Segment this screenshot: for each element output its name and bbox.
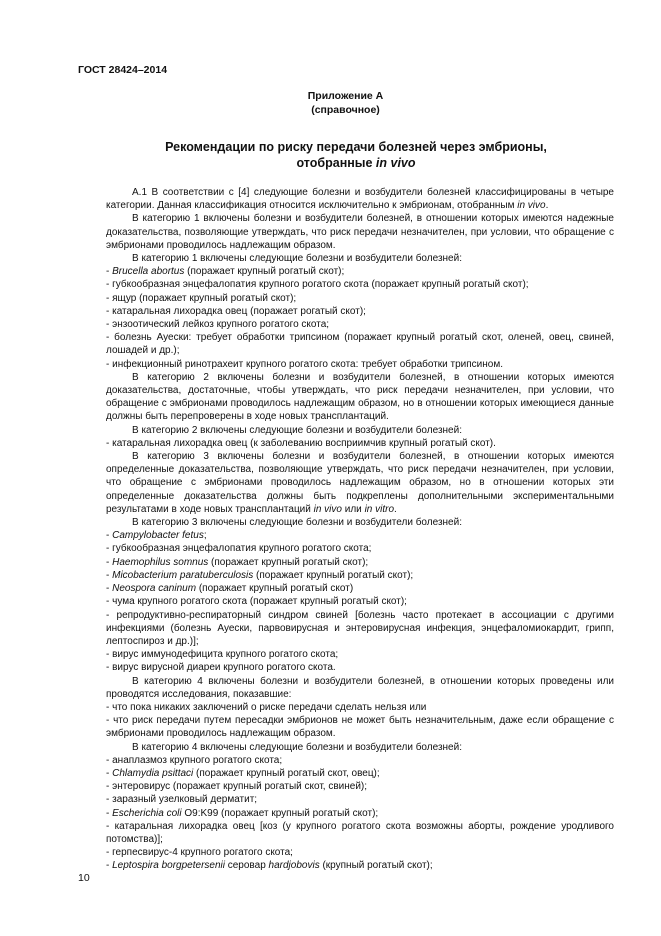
paragraph-cat2-list: В категорию 2 включены следующие болезни и возбудители болезней:	[132, 424, 462, 436]
list-item: - что риск передачи путем пересадки эмбрионов не может быть незначительным, даже если обращение с эмбрионами проводилось надлежащим образом.	[106, 715, 614, 740]
text: (поражает крупный рогатый скот)	[196, 583, 354, 595]
annex-heading	[0, 89, 661, 117]
list-item: - что пока никаких заключений о риске передачи сделать нельзя или	[106, 701, 427, 713]
list-item: - губкообразная энцефалопатия крупного рогатого скота (поражает крупный рогатый скот);	[106, 279, 529, 291]
text-italic: Haemophilus somnus	[112, 556, 209, 568]
paragraph-cat4-list: В категорию 4 включены следующие болезни и возбудители болезней:	[132, 741, 462, 753]
list-item: - ящур (поражает крупный рогатый скот);	[106, 292, 297, 304]
text: .	[545, 200, 549, 212]
annex-title: Приложение А	[307, 90, 384, 102]
dash: -	[106, 860, 113, 872]
text-italic: in vivo	[313, 503, 342, 515]
paragraph-cat2-intro: В категорию 2 включены болезни и возбудители болезней, в отношении которых имеются доказательства, достаточные, чтобы утверждать, что риск передачи незначителен, при условии, что обращение с эмбрионами проводилось надлежащим образом, но в отношении которых имеющиеся данные должны быть перепроверены в ходе новых трансплантаций.	[106, 371, 614, 423]
list-item: - катаральная лихорадка овец [коз (у крупного рогатого скота возможны аборты, рождение уродливого потомства)];	[106, 820, 614, 845]
dash: -	[106, 569, 113, 581]
text: или	[341, 503, 365, 515]
text-italic: hardjobovis	[268, 860, 320, 872]
list-item: - репродуктивно-респираторный синдром свиней [болезнь часто протекает в ассоциации с другими инфекциями (болезнь Ауески, парвовирусная и энтеровирусная инфекция, энцефаломиокардит, грипп, лептоспироз и др.)];	[106, 609, 614, 647]
text: (поражает крупный рогатый скот, овец);	[193, 767, 380, 779]
title-line-2	[96, 156, 616, 172]
dash: -	[106, 530, 113, 542]
list-item	[106, 556, 614, 569]
list-item: - чума крупного рогатого скота (поражает крупный рогатый скот);	[106, 596, 407, 608]
list-item: - вирус вирусной диареи крупного рогатого скота.	[106, 662, 336, 674]
text: (крупный рогатый скот);	[319, 860, 433, 872]
text-italic: Escherichia coli	[112, 807, 182, 819]
text-italic: Leptospira borgpetersenii	[112, 860, 225, 872]
list-item: - анаплазмоз крупного рогатого скота;	[106, 754, 283, 766]
text-italic: Brucella abortus	[112, 266, 185, 278]
text-italic: Micobacterium paratuberculosis	[112, 569, 254, 581]
list-item	[106, 767, 614, 780]
text: O9:K99 (поражает крупный рогатый скот);	[181, 807, 379, 819]
list-item: - губкообразная энцефалопатия крупного рогатого скота;	[106, 543, 372, 555]
text: В категорию 3 включены болезни и возбудители болезней, в отношении которых имеются определенные доказательства, позволяющие утверждать, что риск передачи незначителен, при условии, что обращение с эмбрионами проводилось надлежащим образом, но в отношении которых эти определенные доказательства должны быть подкреплены дополнительными экспериментальными результатами в ходе новых трансплантаций	[106, 451, 614, 515]
text: (поражает крупный рогатый скот);	[208, 556, 369, 568]
dash: -	[106, 807, 113, 819]
text-italic: Neospora caninum	[112, 583, 197, 595]
list-item: - болезнь Ауески: требует обработки трипсином (поражает крупный рогатый скот, оленей, овец, свиней, лошадей и др.);	[106, 332, 614, 357]
list-item: - вирус иммунодефицита крупного рогатого скота;	[106, 649, 339, 661]
text: ;	[203, 530, 207, 542]
paragraph-cat1-list: В категорию 1 включены следующие болезни и возбудители болезней:	[132, 253, 462, 265]
list-item	[106, 807, 614, 820]
dash: -	[106, 556, 113, 568]
text: .	[394, 503, 397, 515]
list-item	[106, 265, 614, 278]
text: А.1 В соответствии с [4] следующие болезни и возбудители болезней классифицированы в четыре категории. Данная классификация относится исключительно к эмбрионам, отобранным	[106, 187, 614, 212]
list-item: - герпесвирус-4 крупного рогатого скота;	[106, 847, 293, 859]
title-line-1: Рекомендации по риску передачи болезней через эмбрионы,	[165, 140, 547, 154]
text-italic: Chlamydia psittaci	[112, 767, 194, 779]
paragraph-cat1-intro: В категорию 1 включены болезни и возбудители болезней, в отношении которых имеются надежные доказательства, позволяющие утверждать, что риск передачи незначителен, при условии, что обращение с эмбрионами проводилось надлежащим образом.	[106, 213, 614, 251]
document-title	[96, 140, 616, 171]
text: (поражает крупный рогатый скот);	[184, 266, 345, 278]
paragraph-a1	[106, 186, 614, 212]
page-number: 10	[78, 872, 90, 884]
list-item: - катаральная лихорадка овец (к заболеванию восприимчив крупный рогатый скот).	[106, 437, 496, 449]
list-item	[106, 529, 614, 542]
text-italic: in vitro	[364, 503, 395, 515]
title-line-2-text: отобранные	[296, 155, 376, 170]
annex-subtitle: (справочное)	[311, 104, 380, 116]
list-item: - заразный узелковый дерматит;	[106, 794, 258, 806]
list-item: - энтеровирус (поражает крупный рогатый скот, свиней);	[106, 781, 368, 793]
list-item	[106, 582, 614, 595]
paragraph-cat3-list: В категорию 3 включены следующие болезни и возбудители болезней:	[132, 517, 462, 529]
paragraph-cat3-intro	[106, 450, 614, 516]
list-item: - катаральная лихорадка овец (поражает рогатый скот);	[106, 305, 366, 317]
dash: -	[106, 767, 113, 779]
text-italic: Campylobacter fetus	[112, 530, 204, 542]
list-item	[106, 859, 614, 872]
body-text	[106, 186, 614, 873]
dash: -	[106, 583, 113, 595]
list-item	[106, 569, 614, 582]
list-item: - инфекционный ринотрахеит крупного рогатого скота: требует обработки трипсином.	[106, 358, 503, 370]
text: серовар	[224, 860, 269, 872]
paragraph-cat4-intro: В категорию 4 включены болезни и возбудители болезней, в отношении которых проведены или проводятся исследования, показавшие:	[106, 675, 614, 700]
text-italic: in vivo	[517, 200, 546, 212]
title-line-2-italic: in vivo	[375, 155, 416, 170]
list-item: - энзоотический лейкоз крупного рогатого скота;	[106, 319, 330, 331]
dash: -	[106, 266, 113, 278]
standard-code: ГОСТ 28424–2014	[78, 64, 168, 76]
text: (поражает крупный рогатый скот);	[253, 569, 414, 581]
